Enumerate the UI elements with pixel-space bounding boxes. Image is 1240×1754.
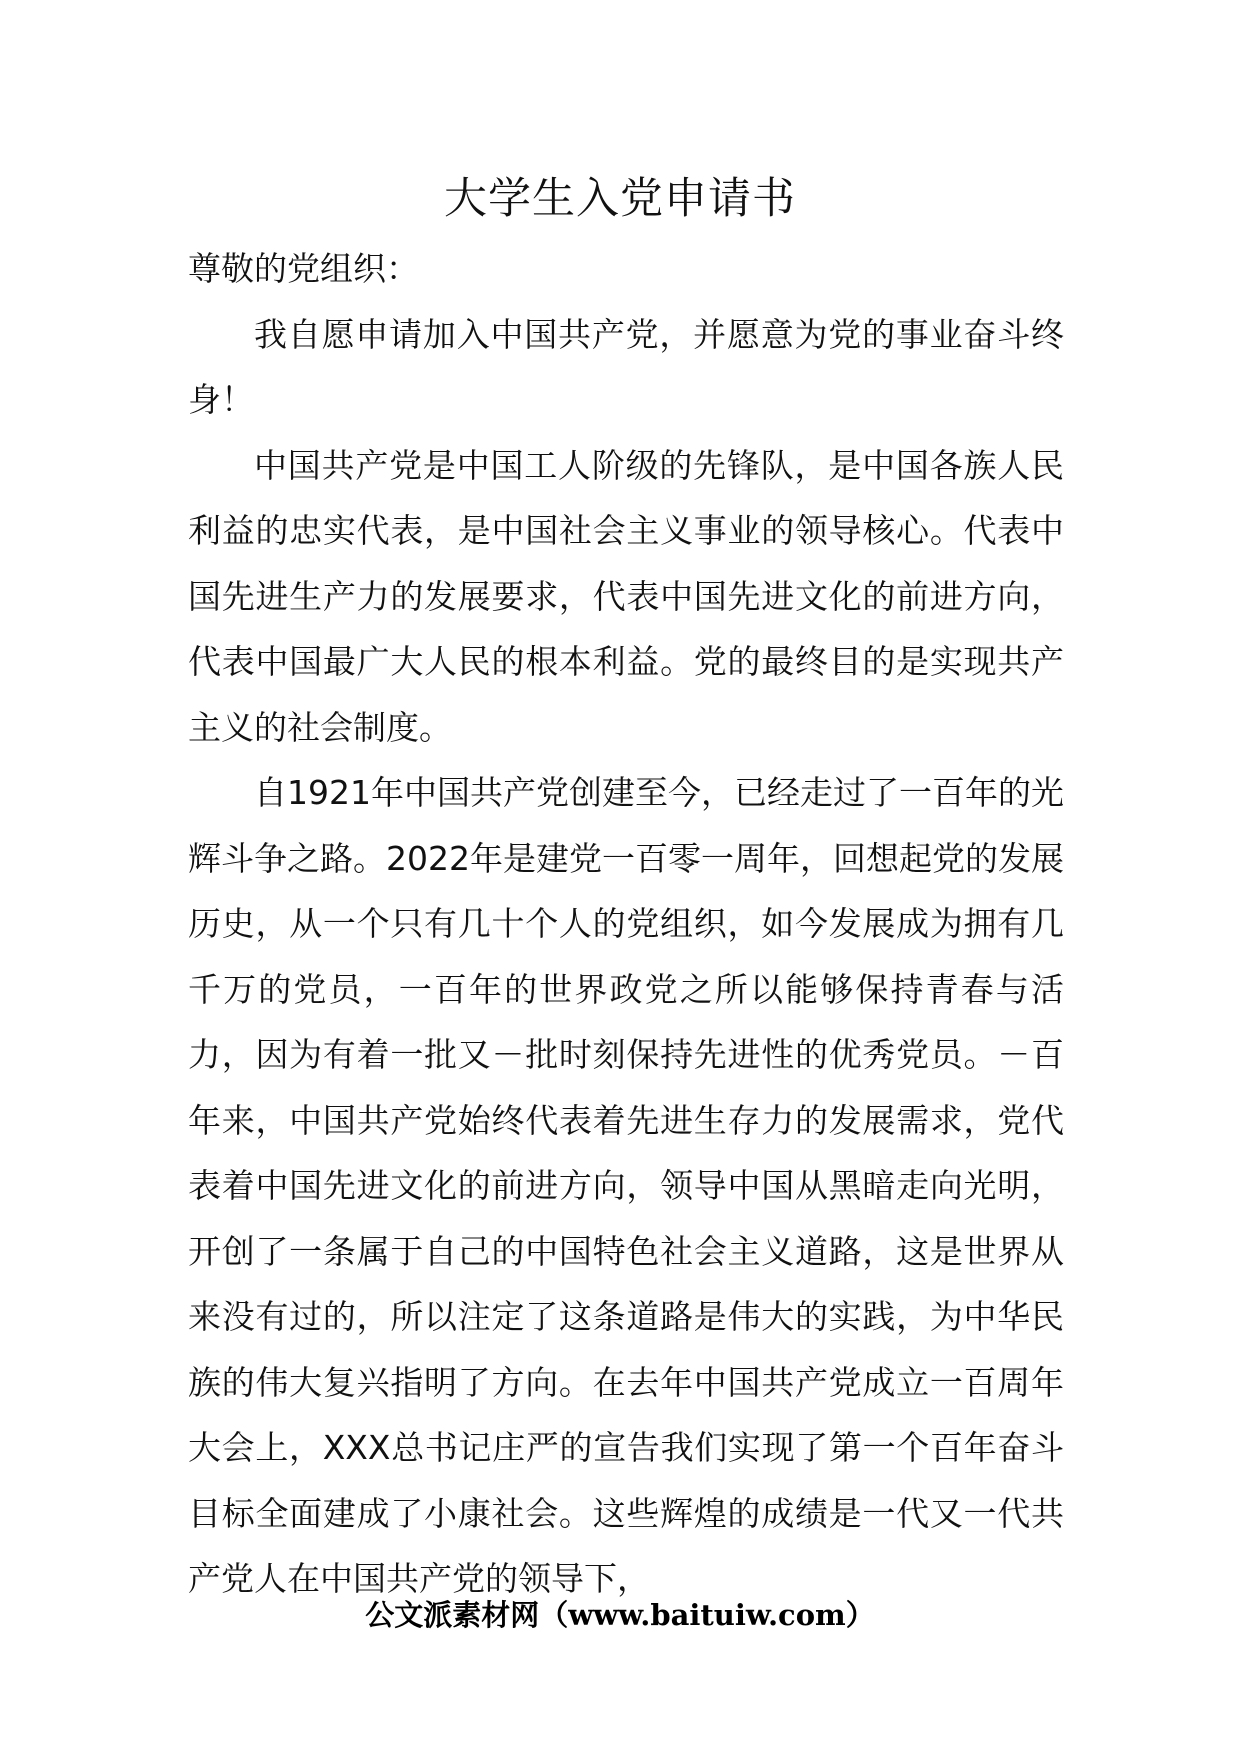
document-title: 大学生入党申请书 <box>444 174 796 224</box>
document-body <box>188 236 1064 1612</box>
paragraph-3: 自1921年中国共产党创建至今，已经走过了一百年的光辉斗争之路。2022年是建党一百零一周年，回想起党的发展历史，从一个只有几十个人的党组织，如今发展成为拥有几千万的党员，一百年的世界政党之所以能够保持青春与活力，因为有着一批又－批时刻保持先进性的优秀党员。－百年来，中国共产党始终代表着先进生存力的发展需求，党代表着中国先进文化的前进方向，领导中国从黑暗走向光明，开创了一条属于自己的中国特色社会主义道路，这是世界从来没有过的，所以注定了这条道路是伟大的实践，为中华民族的伟大复兴指明了方向。在去年中国共产党成立一百周年大会上，XXX总书记庄严的宣告我们实现了第一个百年奋斗目标全面建成了小康社会。这些辉煌的成绩是一代又一代共产党人在中国共产党的领导下， <box>188 773 1064 1598</box>
salutation: 尊敬的党组织： <box>188 249 419 288</box>
footer-source-text: 公文派素材网（www.baituiw.com） <box>365 1598 875 1632</box>
paragraph-1: 我自愿申请加入中国共产党，并愿意为党的事业奋斗终身！ <box>188 314 1064 419</box>
paragraph-2: 中国共产党是中国工人阶级的先锋队，是中国各族人民利益的忠实代表，是中国社会主义事业的领导核心。代表中国先进生产力的发展要求，代表中国先进文化的前进方向，代表中国最广大人民的根本利益。党的最终目的是实现共产主义的社会制度。 <box>188 445 1064 747</box>
